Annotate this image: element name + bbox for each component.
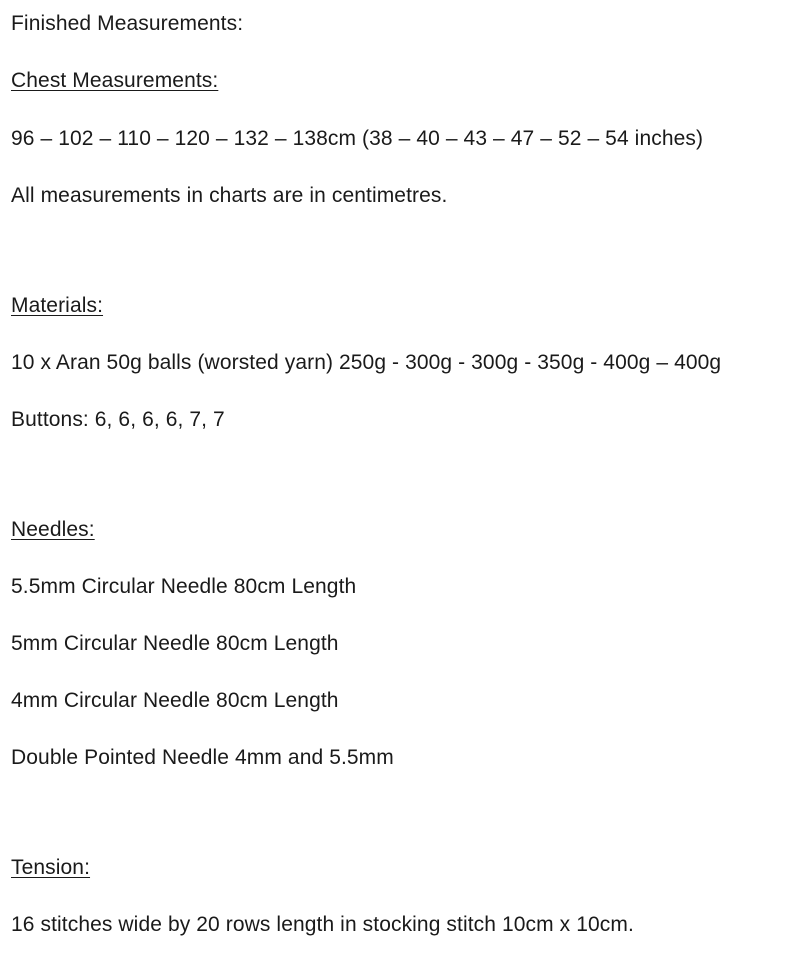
needle-item: 5.5mm Circular Needle 80cm Length [11,575,357,598]
needle-item: Double Pointed Needle 4mm and 5.5mm [11,746,394,769]
tension-text: 16 stitches wide by 20 rows length in stocking stitch 10cm x 10cm. [11,913,634,936]
tension-heading: Tension: [11,856,91,879]
measurement-units-note: All measurements in charts are in centimetres. [11,184,448,207]
yarn-requirements-text: 10 x Aran 50g balls (worsted yarn) 250g - 300g - 300g - 350g - 400g – 400g [11,351,722,374]
buttons-requirements-text: Buttons: 6, 6, 6, 6, 7, 7 [11,408,225,431]
chest-measurements-heading: Chest Measurements: [11,69,219,92]
chest-sizes-text: 96 – 102 – 110 – 120 – 132 – 138cm (38 – 40 – 43 – 47 – 52 – 54 inches) [11,127,704,150]
finished-measurements-title: Finished Measurements: [11,12,244,35]
needle-item: 4mm Circular Needle 80cm Length [11,689,339,712]
needle-item: 5mm Circular Needle 80cm Length [11,632,339,655]
materials-heading: Materials: [11,294,104,317]
needles-heading: Needles: [11,518,95,541]
